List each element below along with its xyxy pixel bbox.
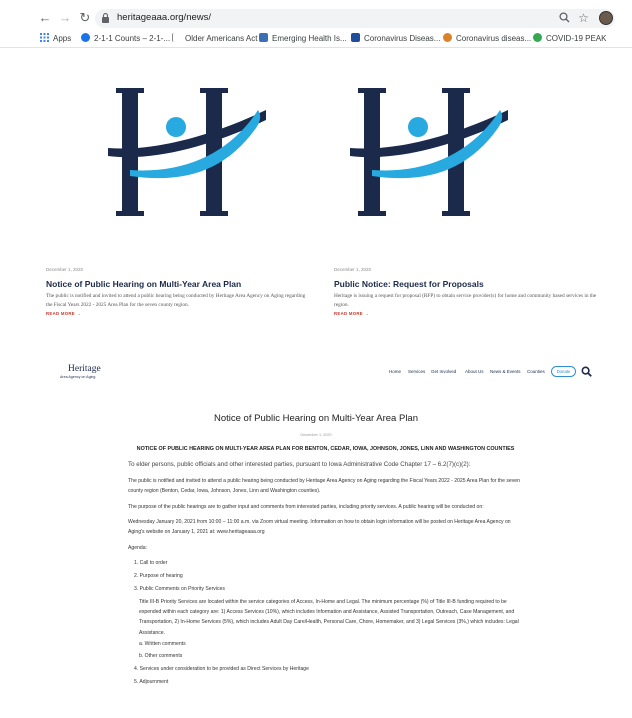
nav-home[interactable]: Home	[389, 369, 402, 374]
nav-counties[interactable]: Counties	[527, 369, 545, 374]
post-excerpt: The public is notified and invited to attend a public hearing being conducted by Heritage Area Agency on Aging regarding the Fiscal Years 2022 - 2025 Area Plan for the seven county region.	[46, 293, 306, 308]
site-logo[interactable]	[60, 364, 110, 382]
site-logo-tagline: Area Agency on Aging	[60, 375, 96, 379]
nav-news-events[interactable]: News & Events	[490, 369, 521, 374]
bookmark-label: Apps	[53, 34, 72, 43]
post-excerpt: Heritage is issuing a request for proposal (RFP) to obtain service provider(s) for home and community based services in the region.	[334, 293, 597, 308]
bookmark-globe-icon	[533, 33, 542, 42]
notice-paragraph: Wednesday January 20, 2021 from 10:00 – 11:00 a.m. via Zoom virtual meeting. Information on how to obtain login information will be posted on Heritage Area Agency on Aging's website on January 1, 2021 at: www.heritageaaa.org	[128, 519, 511, 535]
bookmark-site-icon	[351, 33, 360, 42]
bookmark-globe-icon	[81, 33, 90, 42]
agenda-item: 4. Services under consideration to be provided as Direct Services by Heritage	[134, 666, 309, 672]
site-search-icon[interactable]	[581, 366, 592, 377]
bookmark-label: Coronavirus diseas...	[456, 34, 532, 43]
priority-services-text: Title III-B Priority Services are located within the service categories of Access, In-Home and Legal. The minimum percentage (%) of Title III-B funding required to be expended within each category are: 1) Access Services (10%), which includes Information and Assistance, Assisted Transportation, Outreach, Case Management, and Transportation, 2) In-Home Services (5%), which includes Adult Day Care/Health, Personal Care, Chore, Homemaker, and 3) Legal Services (3%,) which includes: Legal Assistance.	[139, 599, 519, 636]
address-bar[interactable]	[95, 9, 615, 28]
agenda-label: Agenda:	[128, 545, 147, 551]
forward-arrow-icon[interactable]: →	[58, 10, 72, 25]
zoom-search-icon[interactable]	[558, 12, 571, 25]
agenda-item: 2. Purpose of hearing	[134, 573, 183, 579]
reload-icon[interactable]: ↻	[79, 10, 91, 25]
bookmark-label: Coronavirus Diseas...	[364, 34, 441, 43]
bookmark-item[interactable]	[533, 32, 606, 45]
read-more-link[interactable]: READ MORE →	[334, 311, 370, 316]
agenda-item: 5. Adjournment	[134, 679, 169, 685]
nav-services[interactable]: Services	[408, 369, 426, 374]
profile-avatar[interactable]	[599, 11, 613, 25]
apps-grid-icon	[40, 33, 49, 42]
site-logo-wordmark: Heritage	[68, 364, 101, 374]
bookmark-item[interactable]	[443, 32, 531, 45]
post-date: December 1, 2020	[46, 267, 84, 272]
notice-heading: NOTICE OF PUBLIC HEARING ON MULTI-YEAR AREA PLAN FOR BENTON, CEDAR, IOWA, JOHNSON, JONES, LINN AND WASHINGTON COUNTIES	[136, 446, 515, 452]
notice-intro: To elder persons, public officials and other interested parties, pursuant to Iowa Administrative Code Chapter 17 – 6.2(7)(c)(2):	[128, 461, 471, 468]
bookmark-flag-icon	[172, 33, 181, 42]
bookmark-star-icon	[443, 33, 452, 42]
nav-about-us[interactable]: About Us	[465, 369, 484, 374]
browser-chrome	[0, 0, 632, 48]
nav-get-involved[interactable]: Get Involved	[431, 369, 457, 374]
bookmark-item[interactable]	[351, 32, 440, 45]
article-title: Notice of Public Hearing on Multi-Year Area Plan	[213, 413, 418, 424]
bookmarks-bar	[0, 30, 632, 47]
bookmark-item[interactable]	[259, 32, 347, 45]
bookmark-site-icon	[259, 33, 268, 42]
bookmark-label: Older Americans Act	[185, 34, 258, 43]
url-text[interactable]: heritageaaa.org/news/	[117, 12, 212, 23]
bookmark-label: 2-1-1 Counts – 2-1-...	[94, 34, 171, 43]
post-date: December 1, 2020	[334, 267, 372, 272]
post-title[interactable]: Public Notice: Request for Proposals	[334, 279, 484, 289]
agenda-item: 3. Public Comments on Priority Services	[134, 586, 225, 592]
heritage-h-logo[interactable]	[46, 70, 314, 250]
back-arrow-icon[interactable]: ←	[38, 10, 52, 25]
agenda-sub-item: a. Written comments	[139, 641, 186, 647]
article-date: December 1, 2020	[300, 433, 332, 437]
agenda-item: 1. Call to order	[134, 560, 168, 566]
bookmark-label: Emerging Health Is...	[272, 34, 347, 43]
notice-paragraph: The purpose of the public hearings are to gather input and comments from interested parties, including priority services. A public hearing will be conducted on:	[128, 504, 484, 510]
agenda-sub-item: b. Other comments	[139, 653, 183, 659]
bookmark-star-icon[interactable]: ☆	[578, 11, 589, 25]
read-more-link[interactable]: READ MORE →	[46, 311, 82, 316]
bookmark-item[interactable]	[81, 32, 170, 45]
post-title[interactable]: Notice of Public Hearing on Multi-Year Area Plan	[46, 279, 242, 289]
bookmark-label: COVID-19 PEAK	[546, 34, 607, 43]
donate-button[interactable]: Donate	[551, 366, 576, 377]
lock-icon[interactable]	[101, 13, 110, 23]
notice-paragraph: The public is notified and invited to attend a public hearing being conducted by Heritage Area Agency on Aging regarding the Fiscal Years 2022 - 2025 Area Plan for the seven county region (Benton, Cedar, Iowa, Johnson, Jones, Linn and Washington counties).	[128, 478, 520, 494]
bookmark-item[interactable]	[40, 32, 71, 45]
bookmark-item[interactable]	[172, 32, 257, 45]
heritage-h-logo[interactable]	[288, 70, 556, 250]
